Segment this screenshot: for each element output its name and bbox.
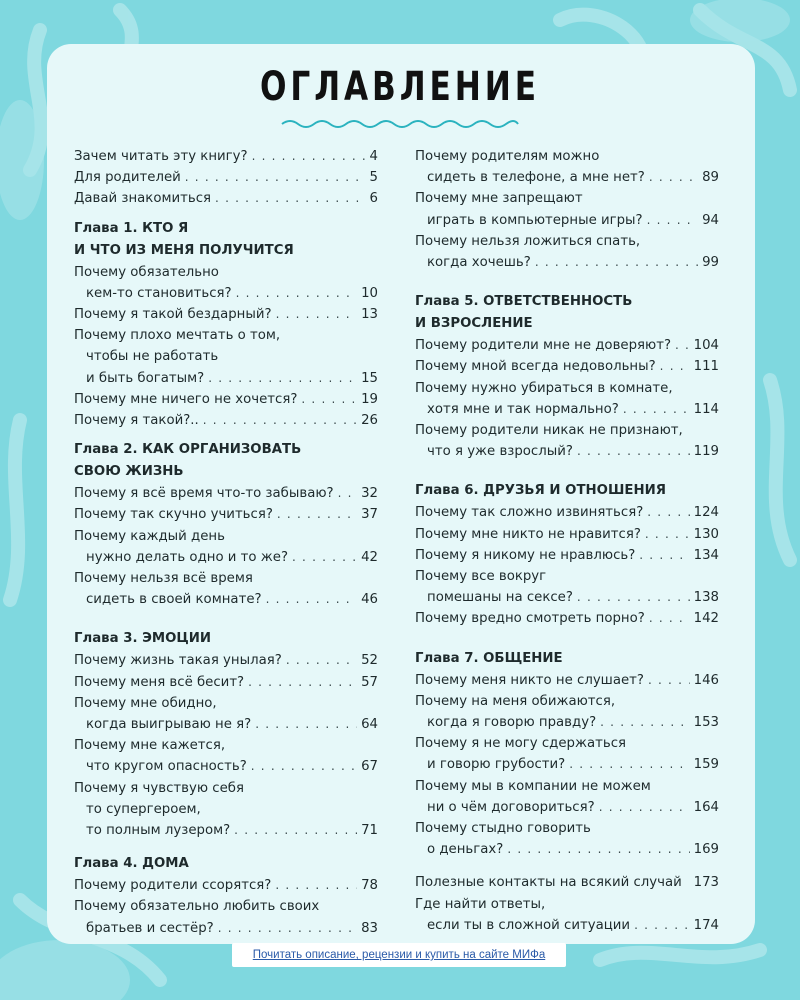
dot-leader [599, 797, 690, 818]
toc-entry-cont[interactable] [415, 252, 719, 273]
entry-title: Почему нужно убираться в комнате, [415, 380, 673, 396]
toc-entry-cont[interactable] [415, 915, 719, 936]
dot-leader [248, 672, 357, 693]
toc-entry[interactable] [74, 896, 378, 917]
toc-entry[interactable] [415, 335, 719, 356]
entry-title: Почему вредно смотреть порно? [415, 611, 645, 627]
entry-page: 89 [702, 170, 719, 186]
entry-title: что я уже взрослый? [427, 444, 573, 460]
entry-title: Почему меня никто не слушает? [415, 672, 644, 688]
toc-entry[interactable] [74, 483, 378, 504]
entry-title: когда я говорю правду? [427, 715, 597, 731]
entry-title: играть в компьютерные игры? [427, 212, 643, 228]
entry-page: 114 [693, 401, 719, 417]
dot-leader [600, 712, 689, 733]
toc-entry[interactable] [415, 776, 719, 797]
entry-page: 19 [361, 391, 378, 407]
toc-entry[interactable] [74, 410, 378, 431]
toc-entry[interactable] [415, 502, 719, 523]
entry-title: Почему я не могу сдержаться [415, 736, 627, 752]
entry-title: Почему плохо мечтать о том, [74, 328, 281, 344]
dot-leader [660, 356, 690, 377]
entry-page: 6 [369, 191, 378, 207]
toc-entry-cont[interactable] [74, 799, 378, 820]
entry-title: Почему я такой бездарный? [74, 307, 272, 323]
toc-left-column [74, 146, 378, 939]
entry-page: 71 [361, 823, 378, 839]
chapter-heading[interactable]: Глава 1. КТО Я [74, 220, 189, 236]
dot-leader [634, 915, 690, 936]
entry-title: когда хочешь? [427, 255, 531, 271]
entry-title: Почему нельзя ложиться спать, [415, 233, 641, 249]
dot-leader [301, 389, 357, 410]
dot-leader [292, 547, 357, 568]
entry-title: Полезные контакты на всякий случай [415, 875, 682, 891]
entry-page: 32 [361, 486, 378, 502]
toc-entry[interactable] [415, 566, 719, 587]
dot-leader [277, 504, 357, 525]
dot-leader [507, 839, 689, 860]
entry-page: 164 [693, 799, 719, 815]
entry-title: Почему родители никак не признают, [415, 423, 683, 439]
entry-page: 46 [361, 592, 378, 608]
entry-title: Почему я всё время что-то забываю? [74, 486, 334, 502]
dot-leader [623, 399, 690, 420]
entry-title: нужно делать одно и то же? [86, 549, 289, 565]
entry-title: Почему меня всё бесит? [74, 674, 245, 690]
dot-leader [236, 283, 357, 304]
entry-title: Почему мне запрещают [415, 191, 583, 207]
chapter-heading: СВОЮ ЖИЗНЬ [74, 464, 184, 480]
toc-entry[interactable] [74, 504, 378, 525]
dot-leader [255, 714, 357, 735]
entry-page: 42 [361, 549, 378, 565]
entry-page: 94 [702, 212, 719, 228]
toc-entry-cont[interactable] [74, 368, 378, 389]
entry-title: Почему мне обидно, [74, 695, 217, 711]
toc-entry[interactable] [415, 231, 719, 252]
dot-leader [577, 441, 690, 462]
toc-right-column [415, 146, 719, 936]
dot-leader [649, 608, 690, 629]
toc-entry[interactable] [74, 389, 378, 410]
toc-entry[interactable] [74, 262, 378, 283]
toc-entry[interactable] [415, 670, 719, 691]
toc-entry-cont[interactable] [74, 756, 378, 777]
entry-title: хотя мне и так нормально? [427, 401, 619, 417]
entry-title: Зачем читать эту книгу? [74, 149, 248, 164]
entry-title: если ты в сложной ситуации [427, 917, 631, 933]
entry-title: Почему я такой?.. [74, 413, 199, 429]
entry-page: 13 [361, 307, 378, 323]
entry-page: 10 [361, 285, 378, 301]
entry-page: 138 [693, 590, 719, 606]
entry-page: 83 [361, 920, 378, 936]
entry-title: сидеть в телефоне, а мне нет? [427, 170, 645, 186]
toc-entry[interactable] [74, 875, 378, 896]
toc-entry-cont[interactable] [415, 399, 719, 420]
toc-entry-cont[interactable] [74, 714, 378, 735]
entry-title: Почему я чувствую себя [74, 780, 244, 796]
dot-leader [535, 252, 698, 273]
entry-page: 15 [361, 370, 378, 386]
toc-entry[interactable] [415, 146, 719, 167]
toc-entry-cont[interactable] [415, 587, 719, 608]
entry-page: 26 [361, 413, 378, 429]
toc-entry-cont[interactable] [74, 589, 378, 610]
dot-leader [185, 167, 366, 188]
toc-entry[interactable] [415, 691, 719, 712]
dot-leader [577, 587, 690, 608]
entry-title: Почему мне кажется, [74, 738, 226, 754]
entry-page: 124 [693, 505, 719, 521]
entry-page: 64 [361, 717, 378, 733]
dot-leader [251, 756, 357, 777]
dot-leader [215, 188, 365, 209]
toc-entry-cont[interactable] [74, 820, 378, 841]
entry-page: 5 [369, 170, 378, 186]
toc-entry[interactable] [74, 650, 378, 671]
entry-title: братьев и сестёр? [86, 920, 214, 936]
chapter-heading[interactable]: Глава 2. КАК ОРГАНИЗОВАТЬ [74, 442, 302, 458]
toc-entry[interactable] [74, 672, 378, 693]
entry-title: Почему жизнь такая унылая? [74, 653, 282, 669]
entry-title: то супергероем, [86, 801, 201, 817]
toc-entry[interactable] [74, 146, 378, 167]
dot-leader [276, 304, 358, 325]
entry-title: Почему мы в компании не можем [415, 778, 651, 794]
dot-leader [645, 524, 690, 545]
entry-page: 169 [693, 842, 719, 858]
toc-entry[interactable] [74, 304, 378, 325]
toc-entry-cont[interactable] [74, 547, 378, 568]
toc-entry[interactable] [74, 325, 378, 346]
toc-entry-cont[interactable] [415, 839, 719, 860]
entry-title: кем-то становиться? [86, 285, 232, 301]
entry-page: 78 [361, 878, 378, 894]
toc-entry[interactable] [74, 167, 378, 188]
toc-entry[interactable] [74, 188, 378, 209]
toc-entry-cont[interactable] [415, 210, 719, 231]
entry-title: Для родителей [74, 170, 181, 186]
entry-page: 99 [702, 255, 719, 271]
entry-title: то полным лузером? [86, 823, 231, 839]
chapter-heading[interactable]: Глава 5. ОТВЕТСТВЕННОСТЬ [415, 294, 633, 310]
dot-leader [647, 210, 698, 231]
dot-leader [208, 368, 357, 389]
toc-entry-cont[interactable] [74, 283, 378, 304]
toc-entry[interactable] [415, 818, 719, 839]
toc-entry[interactable] [415, 378, 719, 399]
entry-page: 104 [693, 338, 719, 354]
dot-leader [234, 820, 357, 841]
entry-title: Почему родителям можно [415, 149, 600, 164]
dot-leader [218, 918, 357, 939]
toc-entry[interactable] [415, 356, 719, 377]
page-title: ОГЛАВЛЕНИЕ [259, 64, 540, 110]
chapter-heading[interactable]: Глава 4. ДОМА [74, 856, 189, 872]
entry-title: о деньгах? [427, 842, 504, 858]
toc-entry[interactable] [415, 420, 719, 441]
entry-page: 142 [693, 611, 719, 627]
entry-title: когда выигрываю не я? [86, 717, 252, 733]
toc-entry-cont[interactable] [415, 797, 719, 818]
toc-entry[interactable] [415, 188, 719, 209]
entry-title: Почему родители ссорятся? [74, 878, 272, 894]
entry-title: помешаны на сексе? [427, 590, 573, 606]
entry-title: Почему стыдно говорить [415, 821, 591, 837]
entry-title: Где найти ответы, [415, 896, 546, 912]
entry-page: 4 [369, 149, 378, 164]
entry-title: Давай знакомиться [74, 191, 212, 207]
toc-entry-cont[interactable] [415, 754, 719, 775]
chapter-heading: И ЧТО ИЗ МЕНЯ ПОЛУЧИТСЯ [74, 242, 294, 258]
dot-leader [252, 146, 366, 167]
entry-title: ни о чём договориться? [427, 799, 595, 815]
entry-page: 174 [693, 917, 719, 933]
toc-entry-cont[interactable] [415, 712, 719, 733]
dot-leader [639, 545, 689, 566]
toc-entry[interactable] [74, 778, 378, 799]
entry-page: 130 [693, 526, 719, 542]
entry-title: Почему нельзя всё время [74, 571, 253, 587]
entry-page: 173 [693, 875, 719, 891]
entry-page: 134 [693, 547, 719, 563]
toc-entry[interactable] [74, 568, 378, 589]
entry-title: Почему мной всегда недовольны? [415, 359, 656, 375]
entry-title: Почему мне никто не нравится? [415, 526, 641, 542]
dot-leader [675, 335, 690, 356]
dot-leader [275, 875, 357, 896]
toc-entry[interactable] [415, 545, 719, 566]
entry-page: 153 [693, 715, 719, 731]
dot-leader [648, 670, 690, 691]
buy-on-mif-link[interactable]: Почитать описание, рецензии и купить на сайте МИФа [252, 949, 546, 961]
dot-leader [203, 410, 357, 431]
entry-title: сидеть в своей комнате? [86, 592, 262, 608]
toc-entry[interactable] [74, 526, 378, 547]
entry-title: Почему мне ничего не хочется? [74, 391, 298, 407]
toc-entry[interactable] [415, 608, 719, 629]
toc-entry[interactable] [74, 693, 378, 714]
entry-title: Почему родители мне не доверяют? [415, 338, 672, 354]
entry-title: Почему я никому не нравлюсь? [415, 547, 636, 563]
entry-title: Почему на меня обижаются, [415, 693, 616, 709]
toc-entry[interactable] [415, 872, 719, 893]
toc-entry-cont[interactable] [415, 441, 719, 462]
chapter-heading[interactable]: Глава 7. ОБЩЕНИЕ [415, 650, 563, 666]
entry-page: 119 [693, 444, 719, 460]
chapter-heading[interactable]: Глава 6. ДРУЗЬЯ И ОТНОШЕНИЯ [415, 483, 666, 499]
entry-page: 37 [361, 507, 378, 523]
toc-entry-cont[interactable] [74, 918, 378, 939]
entry-title: Почему обязательно [74, 264, 219, 280]
entry-title: и говорю грубости? [427, 757, 566, 773]
entry-title: Почему так сложно извиняться? [415, 505, 644, 521]
entry-title: что кругом опасность? [86, 759, 247, 775]
toc-entry-cont[interactable] [74, 346, 378, 367]
toc-entry-cont[interactable] [415, 167, 719, 188]
entry-title: Почему обязательно любить своих [74, 899, 320, 915]
entry-title: Почему так скучно учиться? [74, 507, 273, 523]
toc-entry[interactable] [415, 894, 719, 915]
footer-link-box [232, 943, 566, 967]
dot-leader [286, 650, 357, 671]
chapter-heading: И ВЗРОСЛЕНИЕ [415, 316, 533, 332]
entry-title: и быть богатым? [86, 370, 205, 386]
entry-page: 52 [361, 653, 378, 669]
dot-leader [649, 167, 698, 188]
entry-page: 159 [693, 757, 719, 773]
chapter-heading[interactable]: Глава 3. ЭМОЦИИ [74, 631, 212, 647]
title-wave-underline [280, 118, 520, 130]
toc-entry[interactable] [415, 733, 719, 754]
entry-page: 111 [693, 359, 719, 375]
entry-title: Почему каждый день [74, 528, 225, 544]
dot-leader [647, 502, 689, 523]
dot-leader [266, 589, 358, 610]
dot-leader [338, 483, 357, 504]
entry-title: Почему все вокруг [415, 569, 547, 585]
toc-entry[interactable] [415, 524, 719, 545]
entry-page: 57 [361, 674, 378, 690]
entry-page: 146 [693, 672, 719, 688]
toc-entry[interactable] [74, 735, 378, 756]
entry-page: 67 [361, 759, 378, 775]
dot-leader [569, 754, 689, 775]
entry-title: чтобы не работать [86, 349, 219, 365]
